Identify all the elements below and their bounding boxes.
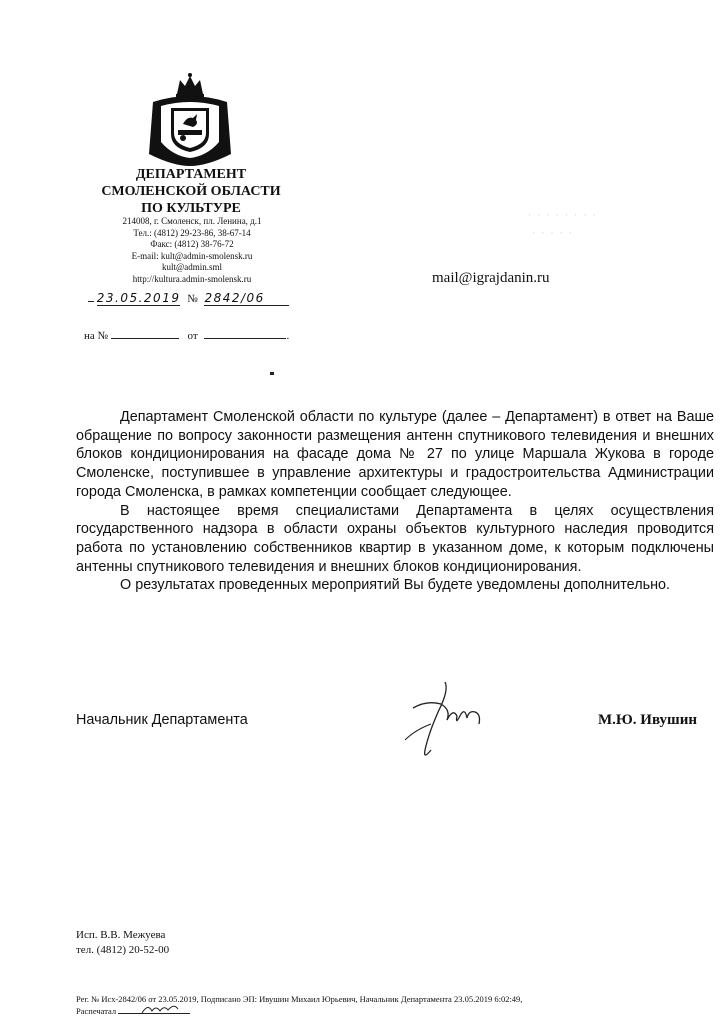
department-title-line: ПО КУЛЬТУРЕ [141,201,241,216]
blank-underline [111,328,179,339]
blank-underline [204,328,286,339]
recipient-email: mail@igrajdanin.ru [432,270,550,286]
department-email-secondary: kult@admin.sml [161,262,223,273]
body-paragraph: В настоящее время специалистами Департамента в целях осуществления государственного надзора в области охраны объектов культурного наследия проводится работа по установлению собственников квартир в указанном доме, к которым подключены антенны спутникового телевидения и внешних блоков кондиционирования. [76,502,714,575]
executor-name: Исп. В.В. Межуева [76,929,166,941]
ot-label: от [187,330,198,342]
executor-info [76,928,169,958]
na-label: на № [84,330,109,342]
incoming-reference: на № от . [84,330,290,342]
handwritten-signature-icon [395,680,490,760]
department-title-line: СМОЛЕНСКОЙ ОБЛАСТИ [101,184,281,199]
body-paragraph: О результатах проведенных мероприятий Вы будете уведомлены дополнительно. [120,577,671,594]
department-title-line: ДЕПАРТАМЕНТ [135,167,247,182]
outgoing-date-number [88,291,289,305]
number-sign: № [187,293,198,305]
executor-phone: тел. (4812) 20-52-00 [76,944,170,956]
department-title [80,166,302,217]
letter-body [76,408,714,595]
signer-position: Начальник Департамента [76,712,248,728]
department-fax: Факс: (4812) 38-76-72 [150,239,234,250]
stray-mark [270,372,274,375]
body-paragraph: Департамент Смоленской области по культуре (далее – Департамент) в ответ на Ваше обращение по вопросу законности размещения антенн спутникового телевидения и внешних блоков кондиционирования на фасаде дома № 27 по улице Маршала Жукова в городе Смоленске, поступившее в управление архитектуры и градостроительства Администрации города Смоленска, в рамках компетенции сообщает следующее. [76,409,714,500]
smolensk-coat-of-arms-icon [147,72,233,168]
signer-name: М.Ю. Ивушин [598,712,698,728]
department-email: E-mail: kult@admin-smolensk.ru [131,250,253,261]
department-address: 214008, г. Смоленск, пл. Ленина, д.1 [122,216,262,226]
printed-by-signature-icon [140,1001,180,1017]
blank-underline [88,291,94,302]
faint-marks: · · · · · · · · [528,210,598,220]
department-contacts [94,216,290,286]
outgoing-date: 23.05.2019 [96,291,181,305]
outgoing-number: 2842/06 [204,291,288,306]
department-phone: Тел.: (4812) 29-23-86, 38-67-14 [133,227,251,238]
printed-label: Распечатал [76,1006,117,1016]
registration-line: Рег. № Исх-2842/06 от 23.05.2019, Подписано ЭП: Ивушин Михаил Юрьевич, Начальник Департамента 23.05.2019 6:02:49, [76,994,523,1004]
department-website: http://kultura.admin-smolensk.ru [132,273,252,284]
faint-marks: · · · · · [532,228,574,238]
